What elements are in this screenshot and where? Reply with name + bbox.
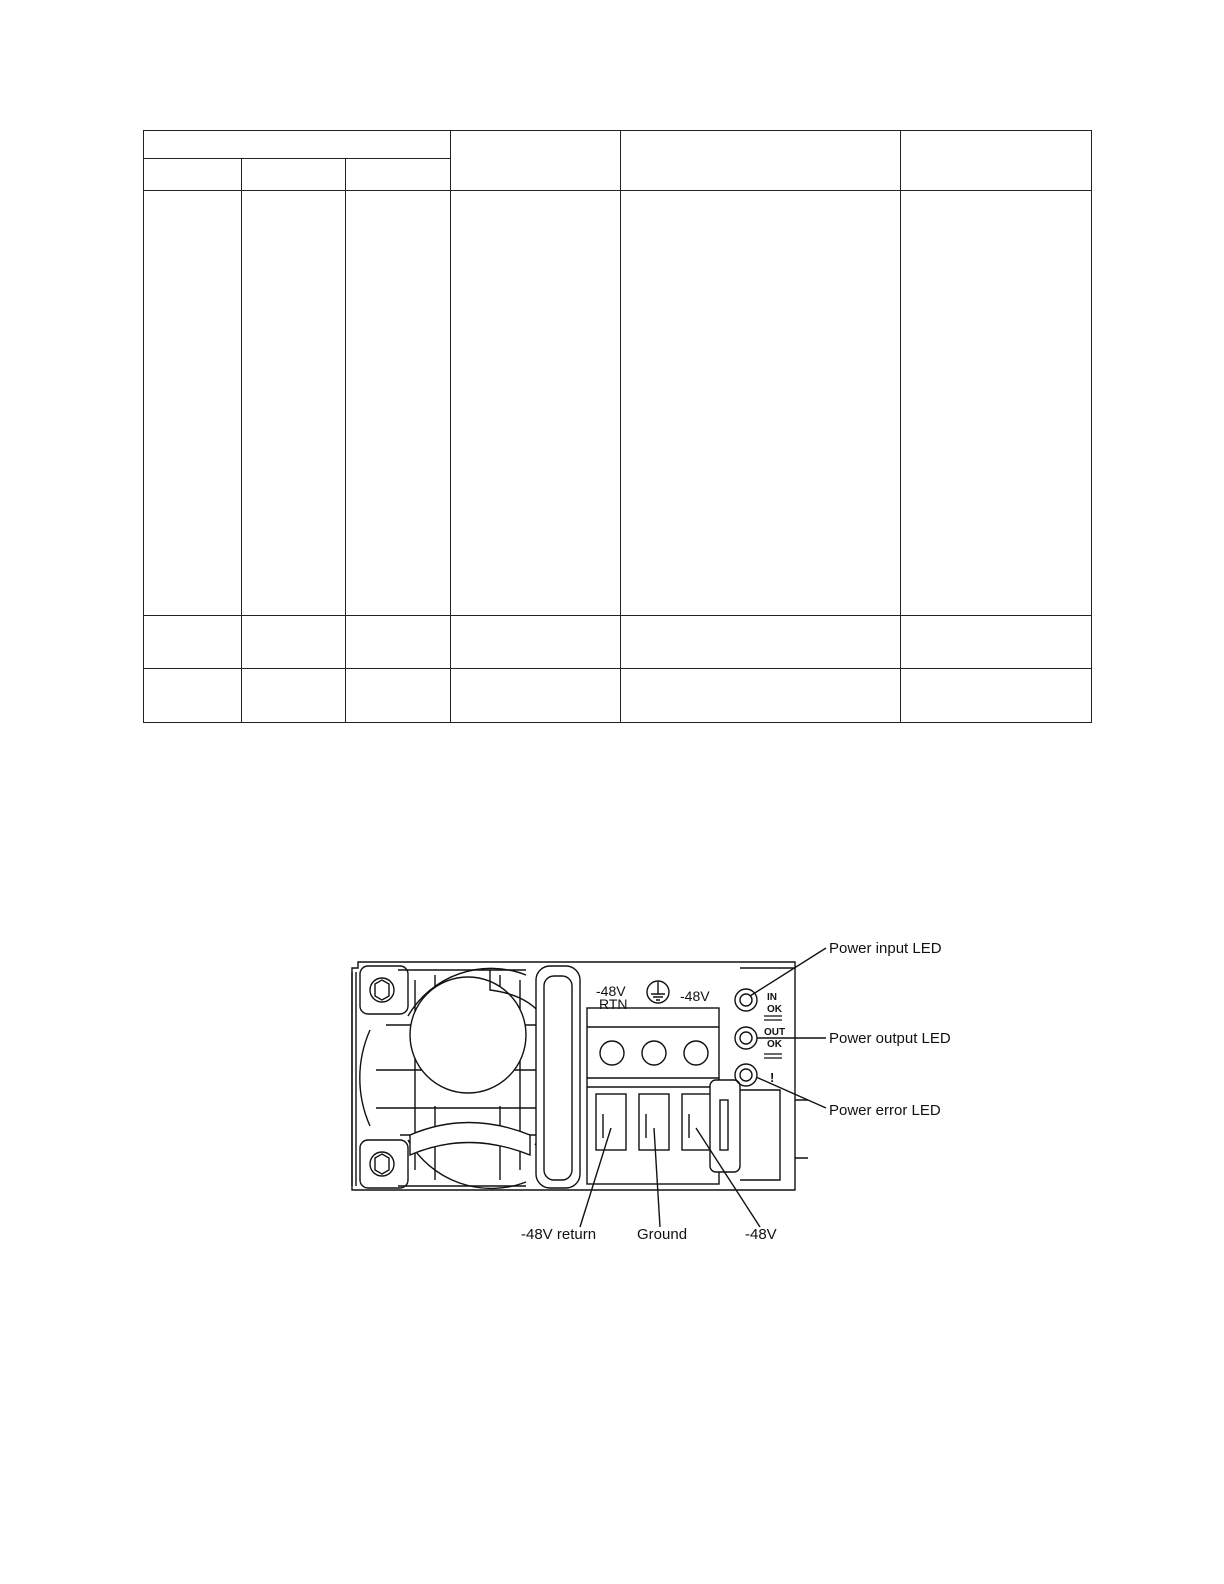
led-error-label: ! [770, 1070, 775, 1085]
table-row [144, 616, 1092, 669]
table-cell [901, 616, 1092, 669]
power-error-led-callout: Power error LED [829, 1102, 941, 1119]
fan-grille [360, 966, 545, 1188]
return-48v-callout: -48V return [521, 1226, 597, 1243]
rtn-top-label: -48V [596, 983, 626, 999]
rtn-bottom-label: RTN [599, 996, 628, 1012]
power-input-led-icon [735, 989, 757, 1011]
led-status-table [143, 130, 1092, 723]
table-cell [451, 191, 621, 616]
header-cell [451, 131, 621, 191]
power-input-led-callout: Power input LED [829, 940, 942, 957]
ground-callout: Ground [637, 1226, 688, 1243]
ground-icon [647, 981, 669, 1003]
minus-48v-panel-label: -48V [680, 988, 710, 1004]
table-cell [144, 616, 242, 669]
table-cell [346, 616, 451, 669]
header-led-group-cell [144, 131, 451, 159]
header-subcell [144, 159, 242, 191]
table-cell [346, 191, 451, 616]
power-output-led-icon [735, 1027, 757, 1049]
table-cell [144, 669, 242, 723]
table-row [144, 669, 1092, 723]
table-cell [451, 669, 621, 723]
screw-icon [370, 1152, 394, 1176]
table-cell [242, 669, 346, 723]
power-error-led-icon [735, 1064, 757, 1086]
screw-icon [370, 978, 394, 1002]
table-cell [621, 669, 901, 723]
header-cell [901, 131, 1092, 191]
table-cell [901, 191, 1092, 616]
led-in-label: IN [767, 992, 777, 1003]
led-out-label: OUT [764, 1027, 786, 1038]
header-cell [621, 131, 901, 191]
handle [536, 966, 580, 1188]
table-cell [242, 616, 346, 669]
minus-48v-callout: -48V [745, 1226, 777, 1243]
table-cell [901, 669, 1092, 723]
table-cell [242, 191, 346, 616]
table-cell [346, 669, 451, 723]
led-out-ok-label: OK [767, 1039, 782, 1050]
table-cell [451, 616, 621, 669]
power-output-led-callout: Power output LED [829, 1030, 951, 1047]
header-subcell [242, 159, 346, 191]
table-cell [621, 616, 901, 669]
table-row [144, 191, 1092, 616]
dc-power-supply-figure [340, 930, 980, 1250]
header-subcell [346, 159, 451, 191]
led-in-ok-label: OK [767, 1004, 782, 1015]
table-cell [621, 191, 901, 616]
table-cell [144, 191, 242, 616]
